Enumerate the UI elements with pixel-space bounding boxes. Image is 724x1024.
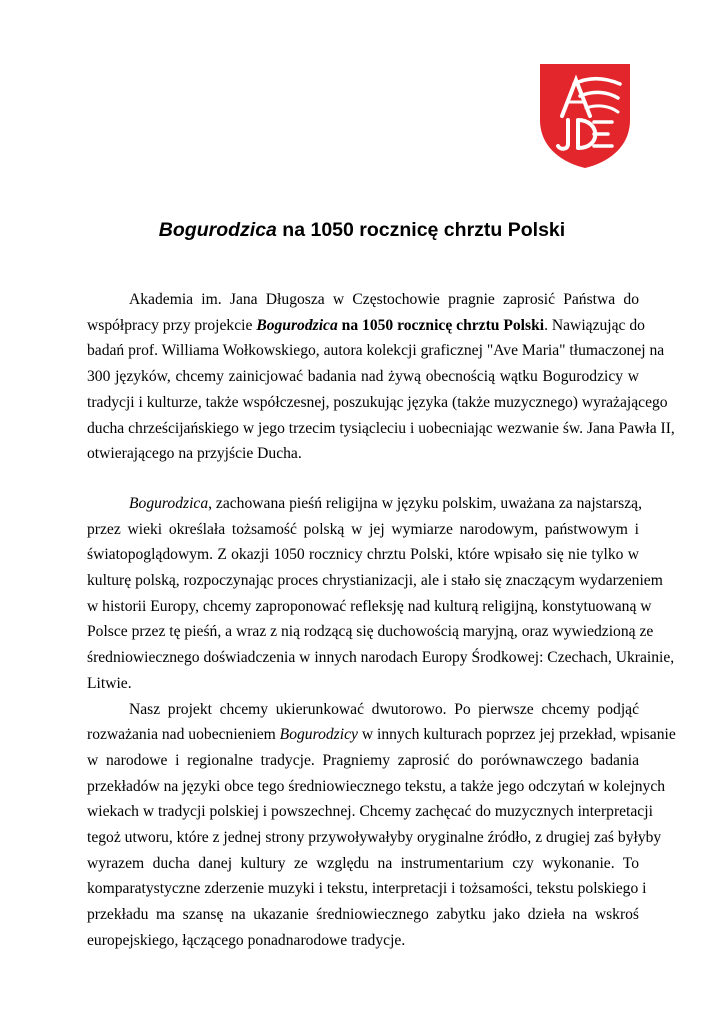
page-title [0,216,724,244]
university-logo [538,62,632,170]
paragraph-2 [87,491,675,697]
text-line: przekładu ma szansę na ukazanie średniowiecznego zabytku jako dzieła na wskroś [87,906,639,924]
text-line: w narodowe i regionalne tradycje. Pragniemy zaprosić do porównawczego badania [87,751,639,769]
text-line: Nasz projekt chcemy ukierunkować dwutorowo. Po pierwsze chcemy podjąć [129,700,639,718]
text-line: rozważania nad uobecnieniem Bogurodzicy w innych kulturach poprzez jej przekład, wpisanie [87,726,676,744]
text-line: przekładów na języki obce tego średniowiecznego tekstu, a także jego odczytań w kolejnych [87,777,666,795]
text-line: współpracy przy projekcie Bogurodzica na 1050 rocznicę chrztu Polski. Nawiązując do [87,316,645,334]
document-body [87,287,676,954]
text-line: wiekach w tradycji polskiej i powszechnej. Chcemy zachęcać do muzycznych interpretacji [87,803,653,821]
text-line: wyrazem ducha danej kultury ze względu na instrumentarium czy wykonanie. To [87,854,639,872]
text-line: Polsce przez tę pieśń, a wraz z nią rodzącą się duchowością maryjną, oraz wywiedzioną ze [87,623,654,641]
title-rest: na 1050 rocznicę chrztu Polski [276,219,566,241]
text-line: światopoglądowym. Z okazji 1050 rocznicy chrztu Polski, które wpisało się nie tylko w [87,546,639,564]
text-line: europejskiego, łączącego ponadnarodowe tradycje. [87,931,406,949]
text-line: tradycji i kulturze, także współczesnej, poszukując języka (także muzycznego) wyrażającego [87,393,668,411]
text-line: otwierającego na przyjście Ducha. [87,445,302,463]
text-line: ducha chrześcijańskiego w jego trzecim tysiącleciu i uobecniając wezwanie św. Jana Pawła II, [87,419,675,437]
text-line: komparatystyczne zderzenie muzyki i tekstu, interpretacji i tożsamości, tekstu polskiego i [87,880,647,898]
text-line: kulturę polską, rozpoczynając proces chrystianizacji, ale i stało się znaczącym wydarzeniem [87,572,663,590]
text-line: Bogurodzica, zachowana pieśń religijna w języku polskim, uważana za najstarszą, [129,494,642,512]
text-line: przez wieki określała tożsamość polską w jej wymiarze narodowym, państwowym i [87,520,639,538]
text-line: w historii Europy, chcemy zaproponować refleksję nad kulturą religijną, konstytuowaną w [87,597,652,615]
text-line: 300 języków, chcemy zainicjować badania nad żywą obecnością wątku Bogurodzicy w [87,368,639,386]
paragraph-3 [87,697,676,954]
paragraph-1 [87,287,675,467]
text-line: tegoż utworu, które z jednej strony przywoływałyby oryginalne źródło, z drugiej zaś byłyby [87,829,662,847]
text-line: badań prof. Williama Wołkowskiego, autora kolekcji graficznej "Ave Maria" tłumaczonej na [87,342,665,360]
text-line: średniowiecznego doświadczenia w innych narodach Europy Środkowej: Czechach, Ukrainie, [87,649,675,667]
title-italic: Bogurodzica [158,219,277,241]
text-line: Litwie. [87,674,132,692]
text-line: Akademia im. Jana Długosza w Częstochowie pragnie zaprosić Państwa do [129,291,639,308]
